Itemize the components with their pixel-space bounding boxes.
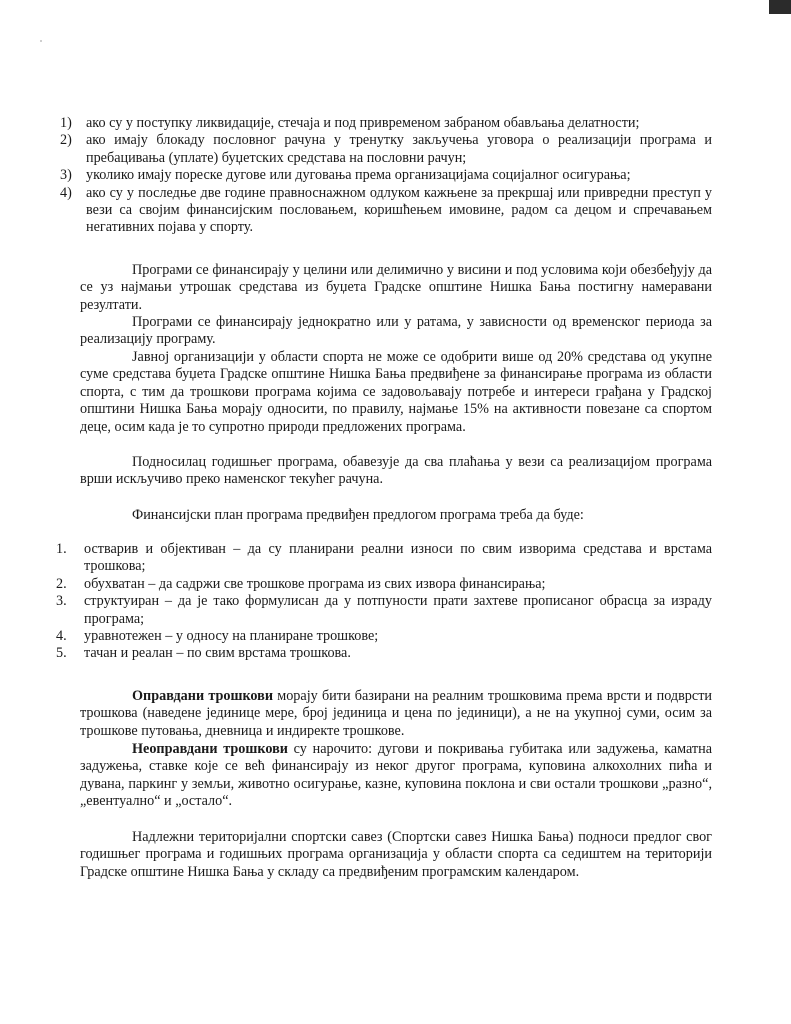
list-item xyxy=(60,167,712,184)
list-item xyxy=(56,541,712,576)
list-item-number: 2) xyxy=(60,132,72,149)
list-item-text: уколико имају пореске дугове или дуговања према организацијама социјалног осигурања; xyxy=(86,167,631,184)
eligible-costs-text: морају бити базирани на реалним трошковима према врсти и подврсти трошкова (наведене јединице мере, број јединица и цена по јединици), а не на укупној суми, осим за трошкове путовања, дневница и индиректе трошкове. xyxy=(80,688,712,739)
paragraph-ineligible-costs xyxy=(80,741,712,811)
list-item-text: ако су у поступку ликвидације, стечаја и под привременом забраном обављања делатности; xyxy=(86,115,640,131)
list-item xyxy=(56,645,712,662)
list-item-number: 1. xyxy=(56,541,67,557)
list-item xyxy=(60,185,712,237)
list-item-number: 3) xyxy=(60,167,72,184)
paragraph-eligible-costs xyxy=(80,688,712,740)
financial-plan-requirements-list xyxy=(56,541,712,663)
list-item xyxy=(60,115,712,132)
list-item-text: уравнотежен – у односу на планиране трошкове; xyxy=(84,628,379,645)
scan-edge-mark xyxy=(769,0,791,14)
list-item-text: остварив и објективан – да су планирани реални износи по свим изворима средстава и врстама трошкова; xyxy=(84,541,712,575)
list-item-text: обухватан – да садржи све трошкове програма из свих извора финансирања; xyxy=(84,575,546,592)
list-item xyxy=(56,593,712,628)
exclusion-criteria-list xyxy=(60,115,712,237)
list-item-number: 2. xyxy=(56,575,67,592)
list-item xyxy=(56,576,712,593)
list-item-number: 4. xyxy=(56,628,67,645)
ineligible-costs-text: су нарочито: дугови и покривања губитака или задужења, каматна задужења, ставке које се већ финансирају из неког другог програма, куповина алкохолних пића и дувана, паркинг у земљи, животно осигурање, казне, куповина поклона и сви остали трошкови „разно“, „евентуално“ и „остало“. xyxy=(80,741,712,810)
list-item-number: 4) xyxy=(60,184,72,201)
list-item-text: ако имају блокаду пословног рачуна у тренутку закључења уговора о реализацији програма и пребацивања (уплате) буџетских средстава на пословни рачун; xyxy=(86,132,712,166)
paragraph-sports-federation: Надлежни територијални спортски савез (Спортски савез Нишка Бања) подноси предлог свог годишњег програма и годишњих програма организација у области спорта са седиштем на територији Градске општине Нишка Бања у складу са предвиђеним програмским календаром. xyxy=(80,829,712,880)
ineligible-costs-heading: Неоправдани трошкови xyxy=(132,741,288,757)
list-item-number: 3. xyxy=(56,593,67,610)
list-item-text: тачан и реалан – по свим врстама трошкова. xyxy=(84,645,351,662)
paragraph-financing-conditions: Програми се финансирају у целини или делимично у висини и под условима који обезбеђују да се уз најмањи утрошак средстава из буџета Градске општине Нишка Бања постигну намеравани резултати. xyxy=(80,262,712,313)
list-item xyxy=(60,132,712,167)
scan-speck xyxy=(40,40,42,42)
list-item-text: ако су у последње две године правноснажном одлуком кажњене за прекршај или привредни преступ у вези са својим финансијским пословањем, коришћењем имовине, радом са децом и спречавањем негативних појава у спорту. xyxy=(86,184,712,236)
paragraph-public-organization-limit: Јавној организацији у области спорта не може се одобрити више од 20% средстава од укупне суме средстава буџета Градске општине Нишка Бања предвиђене за финансирање програма из области спорта, с тим да трошкови програма којима се задовољавају потребе и интереси грађана у Градској општини Нишка Бања морају односити, по правилу, најмање 15% на активности повезане са спортом деце, осим када је то супротно природи предложених програма. xyxy=(80,349,712,435)
paragraph-installments: Програми се финансирају једнократно или у ратама, у зависности од временског периода за реализацију програму. xyxy=(80,314,712,348)
list-item-number: 5. xyxy=(56,645,67,662)
list-item-number: 1) xyxy=(60,115,72,131)
paragraph-payments-account: Подносилац годишњег програма, обавезује да сва плаћања у вези са реализацијом програма врши искључиво преко наменског текућег рачуна. xyxy=(80,454,712,488)
list-item xyxy=(56,628,712,645)
list-item-text: структуиран – да је тако формулисан да у потпуности прати захтеве прописаног обрасца за израду програма; xyxy=(84,593,712,627)
eligible-costs-heading: Оправдани трошкови xyxy=(132,688,274,704)
paragraph-financial-plan-intro: Финансијски план програма предвиђен предлогом програма треба да буде: xyxy=(132,507,584,523)
